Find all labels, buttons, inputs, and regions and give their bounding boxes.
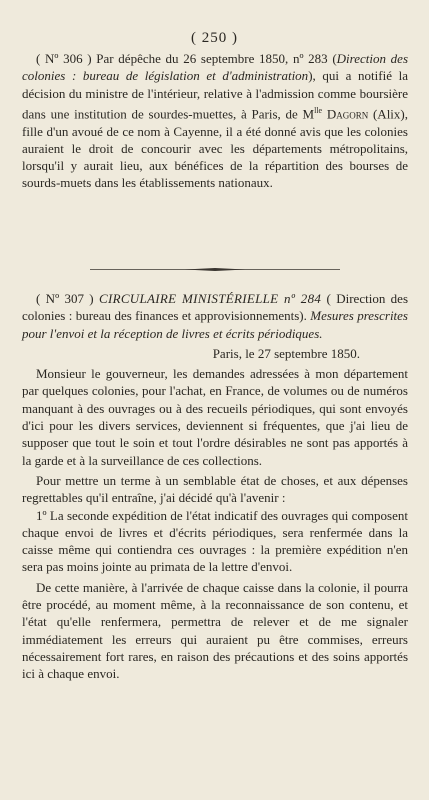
entry-306 bbox=[22, 50, 408, 192]
paragraph-3: 1º La seconde expédition de l'état indicatif des ouvrages qui composent chaque envoi de livres et d'écrits périodiques, sera renfermée dans la caisse même qui contiendra ces ouvrages : la première expédition n'en sera pas moins jointe au primata de la lettre d'envoi. bbox=[22, 507, 408, 575]
entry-307 bbox=[22, 290, 408, 683]
person-name: Dagorn bbox=[326, 106, 369, 122]
page-number: ( 250 ) bbox=[191, 30, 238, 46]
paragraph-2: Pour mettre un terme à un semblable état de choses, et aux dépenses regrettables qu'il entraîne, j'ai décidé qu'à l'avenir : bbox=[22, 472, 408, 506]
entry-306-number: ( Nº 306 ) bbox=[36, 51, 92, 66]
paragraph-4: De cette manière, à l'arrivée de chaque caisse dans la colonie, il pourra être procédé, au moment même, à la reconnaissance de son contenu, et l'état qu'elle renfermera, permettra de relever et de me signaler immédiatement les erreurs qui auraient pu être commises, erreurs nécessairement fort rares, en raison des précautions et des soins apportés ici à chaque envoi. bbox=[22, 579, 408, 682]
entry-307-number: ( Nº 307 ) bbox=[36, 291, 94, 306]
circular-title: CIRCULAIRE MINISTÉRIELLE nº 284 bbox=[99, 291, 322, 306]
circular-subject: Mesures prescrites pour l'envoi et la réception de livres et écrits périodiques. bbox=[22, 308, 408, 341]
paragraph-1: Monsieur le gouverneur, les demandes adressées à mon département par quelques colonies, pour l'achat, en France, de volumes ou de numéros manquant à des ouvrages ou à des recueils périodiques, qui sont envoyés d'ici pour les divers services, deviennent si fréquentes, que j'ai lieu de supposer que tout le soin et tout l'ordre désirables ne sont pas apportés à la garde et à la surveillance de ces collections. bbox=[22, 366, 408, 468]
entry-307-heading: ( Nº 307 ) CIRCULAIRE MINISTÉRIELLE nº 284 ( Direction des colonies : bureau des finances et approvisionnements). Mesures prescrites pour l'envoi et la réception de livres et écrits périodiques. bbox=[22, 291, 409, 341]
entry-306-text: ( Nº 306 ) Par dépêche du 26 septembre 1850, nº 283 (Direction des colonies : bureau de législation et d'administration), qui a notifié la décision du ministre de l'intérieur, relative à l'admission comme boursière dans une institution de sourdes-muettes, à Paris, de $M^{lle}$ Dagorn (Alix), fille d'un avoué de ce nom à Cayenne, il a été donné avis que les colonies auraient le droit de concourir avec les départements métropolitains, lorsqu'il y aurait lieu, aux bénéfices de la répartition des bourses de sourds-muets dans les établissements nationaux. bbox=[22, 51, 409, 191]
section-divider bbox=[90, 268, 340, 271]
entry-306-department: Direction des colonies : bureau de législation et d'administration bbox=[22, 51, 409, 84]
dateline: Paris, le 27 septembre 1850. bbox=[212, 345, 360, 361]
